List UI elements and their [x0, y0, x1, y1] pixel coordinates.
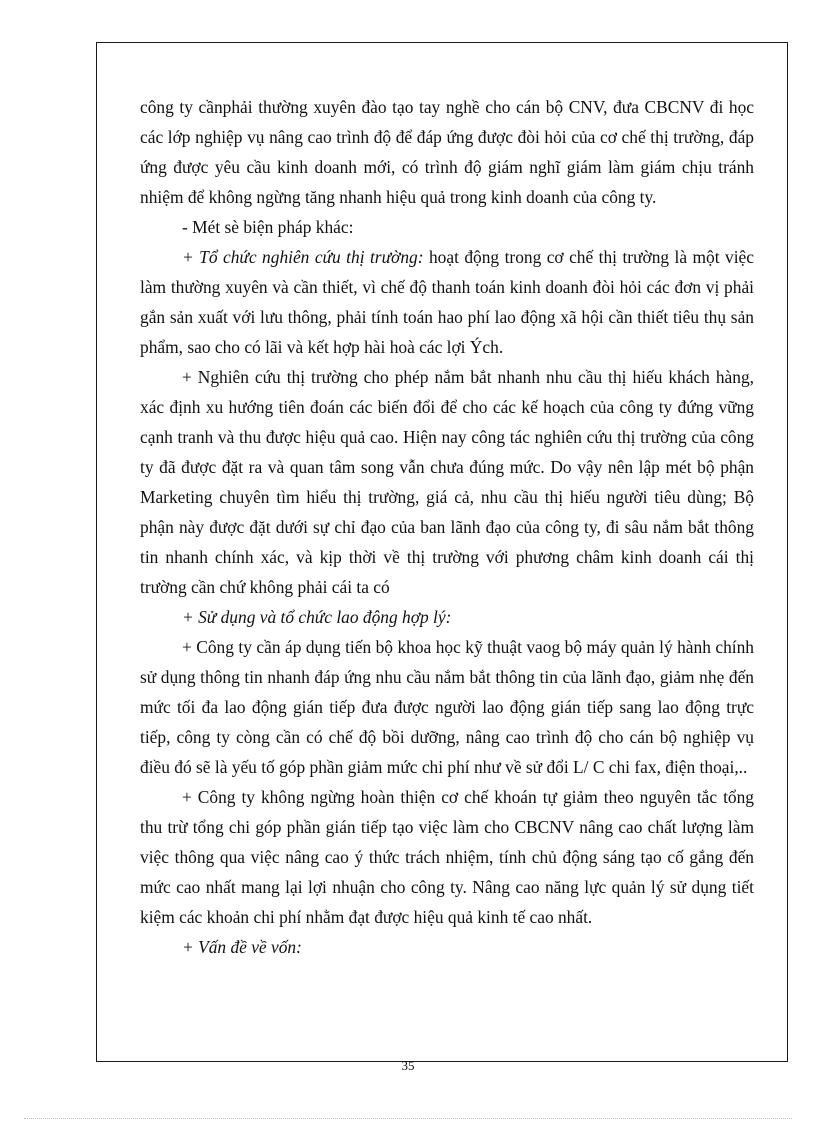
- paragraph-capital-heading: [140, 932, 754, 962]
- paragraph-contracting: [140, 782, 754, 932]
- paragraph-text: + Nghiên cứu thị trường cho phép nắm bắt nhanh nhu cầu thị hiếu khách hàng, xác định xu hướng tiên đoán các biến đổi để cho các kế hoạch của công ty đứng vững cạnh tranh và thu được hiệu quả cao. Hiện nay công tác nghiên cứu thị trường của công ty đã được đặt ra và quan tâm song vẫn chưa đúng mức. Do vậy nên lập mét bộ phận Marketing chuyên tìm hiểu thị trường, giá cả, nhu cầu thị hiếu người tiêu dùng; Bộ phận này được đặt dưới sự chỉ đạo của ban lãnh đạo của công ty, đi sâu nắm bắt thông tin nhanh chính xác, và kịp thời về thị trường với phương châm kinh doanh cái thị trường cần chứ không phải cái ta có: [140, 367, 754, 597]
- paragraph-heading-italic: + Tổ chức nghiên cứu thị trường:: [182, 247, 424, 267]
- paragraph-training: [140, 92, 754, 212]
- paragraph-market-research: [140, 242, 754, 362]
- paragraph-labor-heading: [140, 602, 754, 632]
- paragraph-text: + Công ty cần áp dụng tiến bộ khoa học kỹ thuật vaog bộ máy quản lý hành chính sử dụng thông tin nhanh đáp ứng nhu cầu nắm bắt thông tin của lãnh đạo, giảm nhẹ đến mức tối đa lao động gián tiếp đưa được người lao động gián tiếp sang lao động trực tiếp, công ty còng cần có chế độ bồi dưỡng, nâng cao trình độ cho cán bộ nghiệp vụ điều đó sẽ là yếu tố góp phần giảm mức chi phí như về sử đổi L/ C chi fax, điện thoại,..: [140, 637, 754, 777]
- paragraph-market-research-detail: [140, 362, 754, 602]
- paragraph-text: + Công ty không ngừng hoàn thiện cơ chế khoán tự giảm theo nguyên tắc tổng thu trừ tổng chi góp phần gián tiếp tạo việc làm cho CBCNV nâng cao chất lượng làm việc thông qua việc nâng cao ý thức trách nhiệm, tính chủ động sáng tạo cố gắng đến mức cao nhất mang lại lợi nhuận cho công ty. Nâng cao năng lực quản lý sử dụng tiết kiệm các khoản chi phí nhằm đạt được hiệu quả kinh tế cao nhất.: [140, 787, 754, 927]
- document-body: [140, 92, 754, 962]
- paragraph-text: hoạt động trong cơ chế thị trường là một việc làm thường xuyên và cần thiết, vì chế độ thanh toán kinh doanh đòi hỏi các đơn vị phải gắn sản xuất với lưu thông, phải tính toán hao phí lao động xã hội cần thiết tiêu thụ sản phẩm, sao cho có lãi và kết hợp hài hoà các lợi Ých.: [140, 247, 754, 357]
- page-number: 35: [401, 1058, 415, 1073]
- paragraph-text: công ty cầnphải thường xuyên đào tạo tay nghề cho cán bộ CNV, đưa CBCNV đi học các lớp nghiệp vụ nâng cao trình độ để đáp ứng được đòi hỏi của cơ chế thị trường, đáp ứng được yêu cầu kinh doanh mới, có trình độ giám nghĩ giám làm giám chịu tránh nhiệm để không ngừng tăng nhanh hiệu quả trong kinh doanh của công ty.: [140, 97, 754, 207]
- paragraph-heading-italic: + Vấn đề về vốn:: [182, 937, 302, 957]
- paragraph-other-measures: [140, 212, 754, 242]
- paragraph-technology: [140, 632, 754, 782]
- page-bottom-divider: [24, 1118, 792, 1119]
- paragraph-heading-italic: + Sử dụng và tổ chức lao động hợp lý:: [182, 607, 452, 627]
- paragraph-text: - Mét sè biện pháp khác:: [182, 217, 354, 237]
